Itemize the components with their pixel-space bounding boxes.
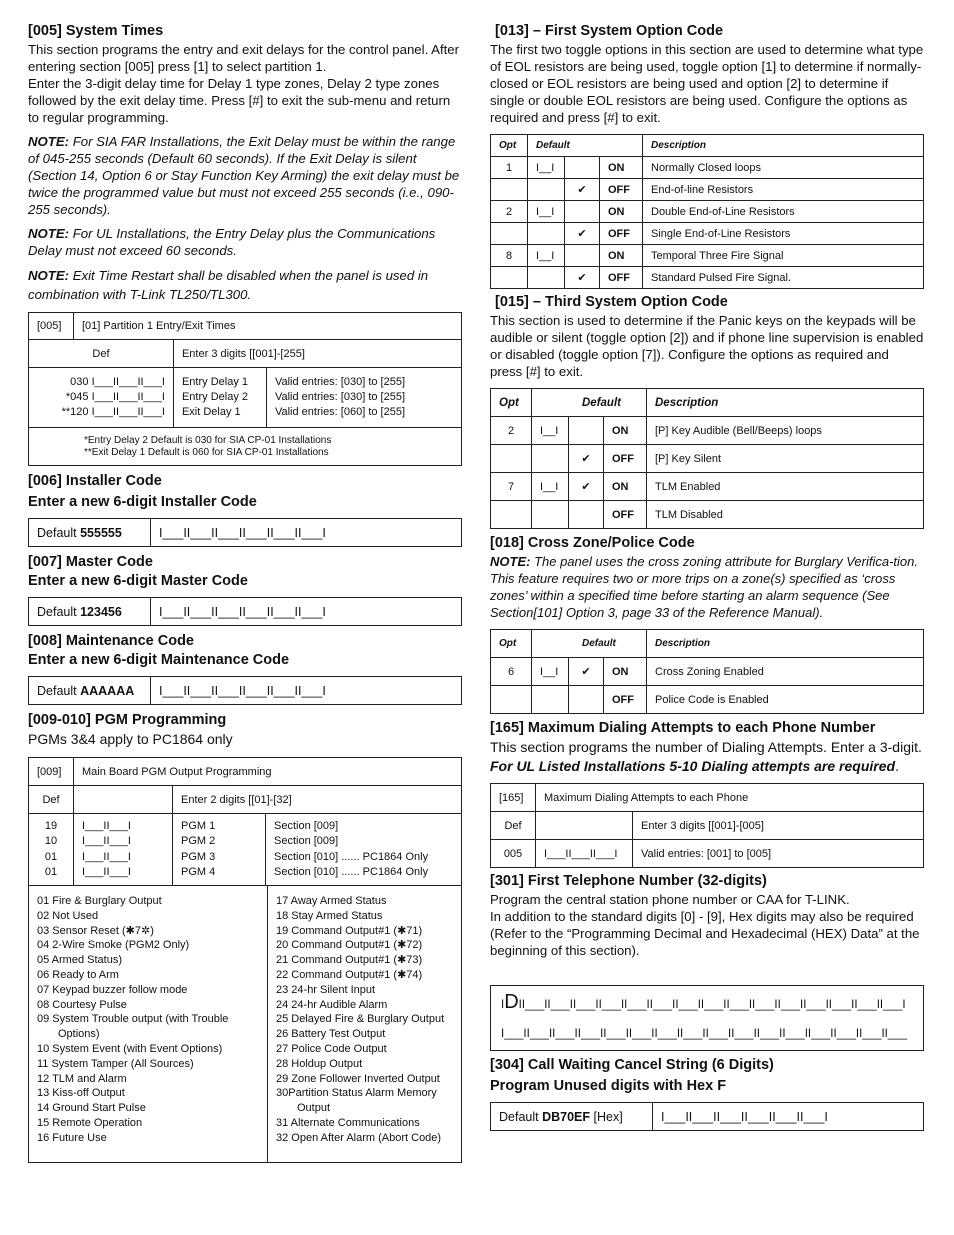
option-state: ON xyxy=(600,245,643,267)
option-description: Double End-of-Line Resistors xyxy=(643,201,924,223)
section-165-title: [165] Maximum Dialing Attempts to each Phone Number xyxy=(490,720,876,736)
dialing-attempts-entry[interactable]: I___II___II___I xyxy=(536,840,633,868)
pgm-section: Section [010] ...... PC1864 Only xyxy=(274,850,429,863)
section-304-subtitle: Program Unused digits with Hex F xyxy=(490,1078,727,1094)
pgm-options-left xyxy=(29,886,268,1163)
installer-code-entry[interactable]: I___II___II___II___II___II___I xyxy=(151,519,462,547)
def-label: Def xyxy=(29,786,74,814)
option-state: ON xyxy=(604,473,647,501)
option-description: Normally Closed loops xyxy=(643,157,924,179)
table-footnotes xyxy=(29,428,462,466)
pgm-option: 09 System Trouble output (with Trouble xyxy=(37,1013,229,1026)
delay-name: Exit Delay 1 xyxy=(181,406,241,418)
table-code: [009] xyxy=(29,758,74,786)
default-check: ✔ xyxy=(565,179,600,201)
opt-number xyxy=(491,686,532,714)
pgm-section: Section [010] ...... PC1864 Only xyxy=(274,866,429,878)
valid-entry: Valid entries: [030] to [255] xyxy=(274,376,406,388)
default-cell: Default AAAAAA xyxy=(29,677,151,705)
delay-default-3[interactable]: **120 I___II___II___I xyxy=(61,406,165,418)
option-description: [P] Key Silent xyxy=(647,445,924,473)
toggle-box[interactable]: I__I xyxy=(532,473,569,501)
pgm-sections xyxy=(266,814,462,886)
pgm-options-list xyxy=(28,885,462,1163)
section-015-table xyxy=(490,388,924,529)
pgm-option: 20 Command Output#1 (✱72) xyxy=(276,939,423,952)
pgm-option: 10 System Event (with Event Options) xyxy=(37,1042,223,1055)
section-007-title: [007] Master Code xyxy=(28,554,153,570)
opt-number: 2 xyxy=(491,417,532,445)
option-state: OFF xyxy=(600,179,643,201)
default-check xyxy=(569,686,604,714)
option-state: OFF xyxy=(604,686,647,714)
section-301-body: Program the central station phone number or CAA for T-LINK. xyxy=(490,892,850,907)
default-check: ✔ xyxy=(569,658,604,686)
table-row xyxy=(491,686,924,714)
option-state: ON xyxy=(600,157,643,179)
opt-number: 2 xyxy=(491,201,528,223)
pgm-section: Section [009] xyxy=(274,835,339,847)
toggle-box[interactable] xyxy=(532,686,569,714)
section-165-table xyxy=(490,783,924,868)
pgm-option: 25 Delayed Fire & Burglary Output xyxy=(276,1013,445,1026)
opt-number: 1 xyxy=(491,157,528,179)
table-row xyxy=(491,157,924,179)
pgm-option: 16 Future Use xyxy=(37,1131,107,1144)
pgm-option: 31 Alternate Communications xyxy=(276,1116,420,1129)
phone-number-entry[interactable] xyxy=(490,985,924,1051)
pgm-option: 04 2-Wire Smoke (PGM2 Only) xyxy=(37,939,190,952)
default-check xyxy=(565,245,600,267)
section-009-subtitle: PGMs 3&4 apply to PC1864 only xyxy=(28,731,233,747)
description-header: Description xyxy=(647,630,924,658)
pgm-option: 14 Ground Start Pulse xyxy=(37,1102,146,1115)
option-description: End-of-line Resistors xyxy=(643,179,924,201)
delay-name: Entry Delay 2 xyxy=(181,391,248,403)
toggle-box[interactable]: I__I xyxy=(528,157,565,179)
default-check xyxy=(569,501,604,529)
section-304-title: [304] Call Waiting Cancel String (6 Digits) xyxy=(490,1057,774,1073)
enter-range: Enter 3 digits [[001]-[005] xyxy=(633,812,924,840)
call-waiting-entry[interactable]: I___II___II___II___II___II___I xyxy=(653,1103,924,1131)
pgm-option: 02 Not Used xyxy=(37,909,99,922)
toggle-box[interactable]: I__I xyxy=(532,417,569,445)
option-state: OFF xyxy=(604,501,647,529)
section-009-table xyxy=(28,757,462,886)
pgm-option: 28 Holdup Output xyxy=(276,1057,363,1070)
default-header: Default xyxy=(532,630,647,658)
table-code: [165] xyxy=(491,784,536,812)
valid-entry: Valid entries: [001] to [005] xyxy=(633,840,924,868)
pgm-defaults xyxy=(29,814,74,886)
pgm-option: 12 TLM and Alarm xyxy=(37,1072,127,1085)
description-header: Description xyxy=(647,389,924,417)
pgm-name: PGM 3 xyxy=(181,850,216,863)
option-state: ON xyxy=(600,201,643,223)
option-state: ON xyxy=(604,417,647,445)
pgm-name: PGM 4 xyxy=(181,866,216,878)
default-check: ✔ xyxy=(565,223,600,245)
pgm-option: 29 Zone Follower Inverted Output xyxy=(276,1072,440,1085)
section-015-title: [015] – Third System Option Code xyxy=(495,294,728,310)
toggle-box[interactable] xyxy=(528,179,565,201)
toggle-box[interactable] xyxy=(528,223,565,245)
default-cell: Default DB70EF [Hex] xyxy=(491,1103,653,1131)
footnote: *Entry Delay 2 Default is 030 for SIA CP-01 Installations xyxy=(84,434,332,446)
section-005-note2: NOTE: For UL Installations, the Entry Delay plus the Communications Delay must not exceed 60 seconds. xyxy=(28,226,436,258)
delay-valid-entries xyxy=(266,368,461,428)
option-state: ON xyxy=(604,658,647,686)
option-state: OFF xyxy=(600,267,643,289)
section-008-title: [008] Maintenance Code xyxy=(28,633,194,649)
pgm-default: 19 xyxy=(44,819,58,832)
def-label: Def xyxy=(29,340,174,368)
option-description: Single End-of-Line Resistors xyxy=(643,223,924,245)
table-row xyxy=(491,223,924,245)
table-row xyxy=(491,445,924,473)
table-heading: Main Board PGM Output Programming xyxy=(74,758,462,786)
table-row xyxy=(491,201,924,223)
pgm-option: 05 Armed Status) xyxy=(37,954,122,967)
section-007-table xyxy=(28,597,462,626)
pgm-option: 01 Fire & Burglary Output xyxy=(37,895,162,907)
pgm-option: Output xyxy=(297,1102,331,1115)
empty-cell xyxy=(74,786,173,814)
maintenance-code-entry[interactable]: I___II___II___II___II___II___I xyxy=(151,677,462,705)
master-code-entry[interactable]: I___II___II___II___II___II___I xyxy=(151,598,462,626)
option-description: Standard Pulsed Fire Signal. xyxy=(643,267,924,289)
valid-entry: Valid entries: [060] to [255] xyxy=(274,406,406,418)
opt-number xyxy=(491,445,532,473)
option-state: OFF xyxy=(600,223,643,245)
section-006-table xyxy=(28,518,462,547)
pgm-option: 06 Ready to Arm xyxy=(37,968,119,981)
default-check xyxy=(569,417,604,445)
toggle-box[interactable]: I__I xyxy=(528,245,565,267)
option-description: Police Code is Enabled xyxy=(647,686,924,714)
option-description: TLM Disabled xyxy=(647,501,924,529)
pgm-option: 22 Command Output#1 (✱74) xyxy=(276,968,423,981)
option-state: OFF xyxy=(604,445,647,473)
table-row xyxy=(491,179,924,201)
pgm-option: 32 Open After Alarm (Abort Code) xyxy=(276,1131,442,1144)
table-row xyxy=(491,501,924,529)
section-165-body: This section programs the number of Dialing Attempts. Enter a 3-digit. For UL Listed Installations 5-10 Dialing attempts are required. xyxy=(490,739,922,774)
opt-header: Opt xyxy=(491,389,532,417)
section-009-title: [009-010] PGM Programming xyxy=(28,712,227,728)
valid-entry: Valid entries: [030] to [255] xyxy=(274,391,406,403)
option-description: Cross Zoning Enabled xyxy=(647,658,924,686)
pgm-option: Options) xyxy=(58,1028,100,1041)
section-006-subtitle: Enter a new 6-digit Installer Code xyxy=(28,494,257,510)
table-row xyxy=(491,267,924,289)
delay-defaults xyxy=(29,368,174,428)
pgm-section: Section [009] xyxy=(274,819,339,832)
toggle-box[interactable] xyxy=(532,445,569,473)
table-heading: Maximum Dialing Attempts to each Phone xyxy=(536,784,924,812)
pgm-entry[interactable]: I___II___I xyxy=(82,819,131,832)
pgm-option: 23 24-hr Silent Input xyxy=(276,983,376,996)
pgm-option: 21 Command Output#1 (✱73) xyxy=(276,954,423,967)
slots-line: II___II___II___II___II___II___II___II___II___II___II___II___II___II___II___I xyxy=(518,999,906,1011)
section-015-body: This section is used to determine if the Panic keys on the keypads will be audible or silent (toggle option [2]) and if phone line supervision is enabled or disabled (toggle option [7]). Configure the options as required and press [#] to exit. xyxy=(490,313,924,379)
table-row xyxy=(491,658,924,686)
opt-number xyxy=(491,267,528,289)
toggle-box[interactable]: I__I xyxy=(528,201,565,223)
toggle-box[interactable]: I__I xyxy=(532,658,569,686)
pgm-options-right xyxy=(268,886,462,1163)
delay-default-2[interactable]: *045 I___II___II___I xyxy=(65,391,165,403)
pgm-default: 01 xyxy=(44,850,58,863)
section-005-note3: NOTE: Exit Time Restart shall be disabled when the panel is used in combination with T-Link TL250/TL300. xyxy=(28,268,429,302)
left-column xyxy=(28,22,462,1163)
delay-name: Entry Delay 1 xyxy=(181,376,248,388)
section-008-subtitle: Enter a new 6-digit Maintenance Code xyxy=(28,652,290,668)
pgm-option: 13 Kiss-off Output xyxy=(37,1087,125,1100)
section-006-title: [006] Installer Code xyxy=(28,473,162,489)
section-005-body: This section programs the entry and exit delays for the control panel. After entering section [005] press [1] to select partition 1. xyxy=(28,42,460,74)
section-005-title: [005] System Times xyxy=(28,23,164,39)
pgm-option: 26 Battery Test Output xyxy=(276,1028,386,1041)
default-check xyxy=(565,201,600,223)
section-018-note: NOTE: The panel uses the cross zoning attribute for Burglary Verifica-tion. This feature requires two or more trips on a zone(s) specified as ‘cross zones’ within a specified time before starting an alarm sequence (See Section[101] Option 3, page 33 of the Reference Manual). xyxy=(490,554,918,620)
section-304-table xyxy=(490,1102,924,1131)
default-header: Default xyxy=(532,389,647,417)
right-column xyxy=(490,22,924,1131)
opt-number: 6 xyxy=(491,658,532,686)
pgm-entry[interactable]: I___II___I xyxy=(82,866,131,878)
pgm-entry[interactable]: I___II___I xyxy=(82,850,131,863)
first-digit: D xyxy=(504,991,519,1013)
section-301-body2: In addition to the standard digits [0] - [9], Hex digits may also be required (Refer to the “Programming Decimal and Hexadecimal (HEX) Data” at the beginning of this section). xyxy=(490,909,920,958)
option-description: Temporal Three Fire Signal xyxy=(643,245,924,267)
pgm-slots xyxy=(74,814,173,886)
enter-range: Enter 2 digits [[01]-[32] xyxy=(173,786,462,814)
pgm-name: PGM 2 xyxy=(181,835,216,847)
toggle-box[interactable] xyxy=(532,501,569,529)
opt-header: Opt xyxy=(491,630,532,658)
def-label: Def xyxy=(491,812,536,840)
section-013-title: [013] – First System Option Code xyxy=(495,23,724,39)
table-code: [005] xyxy=(29,313,74,340)
option-description: TLM Enabled xyxy=(647,473,924,501)
delay-default-1[interactable]: 030 I___II___II___I xyxy=(70,376,165,388)
section-005-table xyxy=(28,312,462,466)
opt-number xyxy=(491,179,528,201)
delay-names xyxy=(173,368,266,428)
section-018-table xyxy=(490,629,924,714)
pgm-default: 10 xyxy=(44,835,58,847)
pgm-option: 03 Sensor Reset (✱7✲) xyxy=(37,924,154,937)
section-013-body: The first two toggle options in this section are used to determine what type of EOL resistors are being used, toggle option [1] to determine if normally-closed or EOL resistors are being used and option [2] to determine if single or double EOL resistors are being used. Configure the options as required and press [#] to exit. xyxy=(490,42,924,125)
opt-number xyxy=(491,223,528,245)
section-008-table xyxy=(28,676,462,705)
pgm-names xyxy=(173,814,266,886)
section-005-note1: NOTE: For SIA FAR Installations, the Exit Delay must be within the range of 045-255 seconds (Default 60 seconds). If the Exit Delay is silent (Section 14, Option 6 or Stay Function Key Arming) the exit delay must be twice the programmed value but must not exceed 255 seconds (i.e., 090-255 seconds). xyxy=(28,134,460,217)
default-header: Default xyxy=(528,135,643,157)
section-301-title: [301] First Telephone Number (32-digits) xyxy=(490,873,767,889)
pgm-option: 27 Police Code Output xyxy=(276,1042,387,1055)
footnote: **Exit Delay 1 Default is 060 for SIA CP-01 Installations xyxy=(84,446,329,458)
pgm-option: 08 Courtesy Pulse xyxy=(37,998,127,1011)
table-row xyxy=(491,473,924,501)
pgm-default: 01 xyxy=(44,866,58,878)
toggle-box[interactable] xyxy=(528,267,565,289)
pgm-option: 07 Keypad buzzer follow mode xyxy=(37,983,188,996)
default-check: ✔ xyxy=(569,473,604,501)
table-row xyxy=(491,245,924,267)
pgm-option: 24 24-hr Audible Alarm xyxy=(276,998,388,1011)
def-value: 005 xyxy=(491,840,536,868)
default-cell: Default 555555 xyxy=(29,519,151,547)
phone-number-line-1[interactable]: IDII___II___II___II___II___II___II___II___II___II___II___II___II___II___II___I xyxy=(501,991,906,1013)
pgm-name: PGM 1 xyxy=(181,819,216,832)
default-cell: Default 123456 xyxy=(29,598,151,626)
phone-number-line-2[interactable]: I___II___II___II___II___II___II___II___II___II___II___II___II___II___II___II___ xyxy=(501,1028,908,1040)
enter-range: Enter 3 digits [[001]-[255] xyxy=(173,340,461,368)
pgm-option: 19 Command Output#1 (✱71) xyxy=(276,924,423,937)
default-check xyxy=(565,157,600,179)
default-check: ✔ xyxy=(565,267,600,289)
default-check: ✔ xyxy=(569,445,604,473)
table-heading: [01] Partition 1 Entry/Exit Times xyxy=(74,313,462,340)
section-007-subtitle: Enter a new 6-digit Master Code xyxy=(28,573,248,589)
pgm-option: 15 Remote Operation xyxy=(37,1116,143,1129)
opt-header: Opt xyxy=(491,135,528,157)
description-header: Description xyxy=(643,135,924,157)
option-description: [P] Key Audible (Bell/Beeps) loops xyxy=(647,417,924,445)
pgm-option: 17 Away Armed Status xyxy=(276,895,387,907)
pgm-option: 18 Stay Armed Status xyxy=(276,909,383,922)
pgm-option: 30Partition Status Alarm Memory xyxy=(276,1087,437,1100)
opt-number: 8 xyxy=(491,245,528,267)
opt-number xyxy=(491,501,532,529)
section-018-title: [018] Cross Zone/Police Code xyxy=(490,535,695,551)
section-005-body2: Enter the 3-digit delay time for Delay 1 type zones, Delay 2 type zones followed by the exit delay time. Press [#] to exit the sub-menu and return to regular programming. xyxy=(28,76,451,125)
table-row xyxy=(491,417,924,445)
opt-number: 7 xyxy=(491,473,532,501)
empty-cell xyxy=(536,812,633,840)
section-013-table xyxy=(490,134,924,289)
pgm-entry[interactable]: I___II___I xyxy=(82,835,131,847)
pgm-option: 11 System Tamper (All Sources) xyxy=(37,1057,194,1070)
